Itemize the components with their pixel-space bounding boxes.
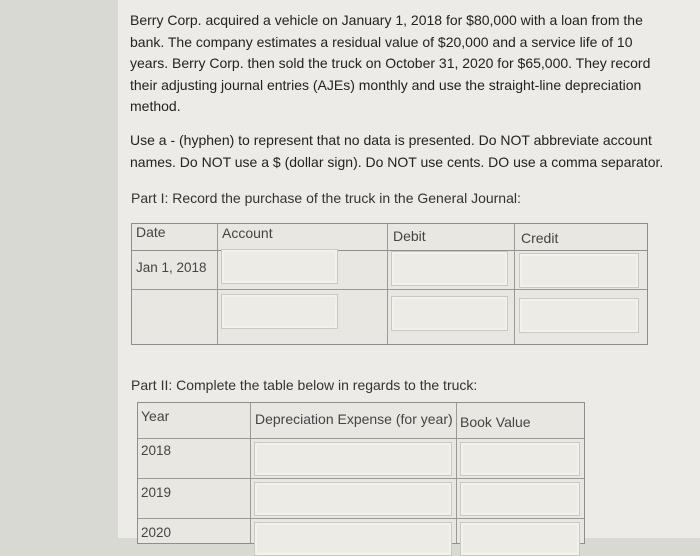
- part2-heading: Part II: Complete the table below in regards to the truck:: [131, 377, 478, 393]
- column-header-debit: Debit: [393, 228, 426, 244]
- depreciation-input-2018[interactable]: [254, 442, 452, 476]
- year-cell-2018: 2018: [141, 443, 172, 458]
- book-value-input-2019[interactable]: [460, 482, 580, 516]
- instructions: Use a - (hyphen) to represent that no data is presented. Do NOT abbreviate account names. Do NOT use a $ (dollar sign). Do NOT use cents. DO use a comma separator.: [130, 132, 664, 170]
- column-header-year: Year: [141, 408, 170, 424]
- journal-header-row: [132, 224, 647, 251]
- column-header-credit: Credit: [521, 230, 559, 246]
- credit-input-row1[interactable]: [519, 253, 639, 288]
- journal-date-cell: Jan 1, 2018: [136, 260, 207, 275]
- book-value-input-2018[interactable]: [460, 442, 580, 476]
- problem-statement: Berry Corp. acquired a vehicle on January 1, 2018 for $80,000 with a loan from the bank. The company estimates a residual value of $20,000 and a service life of 10 years. Berry Corp. then sold the truck on October 31, 2020 for $65,000. They record their adjusting journal entries (AJEs) monthly and use the straight-line depreciation method.: [130, 12, 651, 114]
- depreciation-table: [137, 402, 585, 544]
- year-cell-2020: 2020: [141, 525, 172, 540]
- credit-input-row2[interactable]: [519, 298, 639, 333]
- debit-input-row2[interactable]: [391, 296, 508, 331]
- book-value-input-2020[interactable]: [460, 522, 580, 556]
- debit-input-row1[interactable]: [391, 251, 508, 286]
- column-header-date: Date: [136, 224, 166, 240]
- part1-heading: Part I: Record the purchase of the truck in the General Journal:: [131, 190, 521, 206]
- year-cell-2019: 2019: [141, 485, 172, 500]
- general-journal-table: [131, 223, 648, 345]
- depreciation-input-2020[interactable]: [254, 522, 452, 556]
- column-header-account: Account: [222, 225, 273, 241]
- depreciation-input-2019[interactable]: [254, 482, 452, 516]
- column-header-depreciation-expense: Depreciation Expense (for year): [255, 411, 453, 427]
- account-input-row2[interactable]: [221, 294, 338, 329]
- column-header-book-value: Book Value: [460, 414, 531, 430]
- account-input-row1[interactable]: [221, 249, 338, 284]
